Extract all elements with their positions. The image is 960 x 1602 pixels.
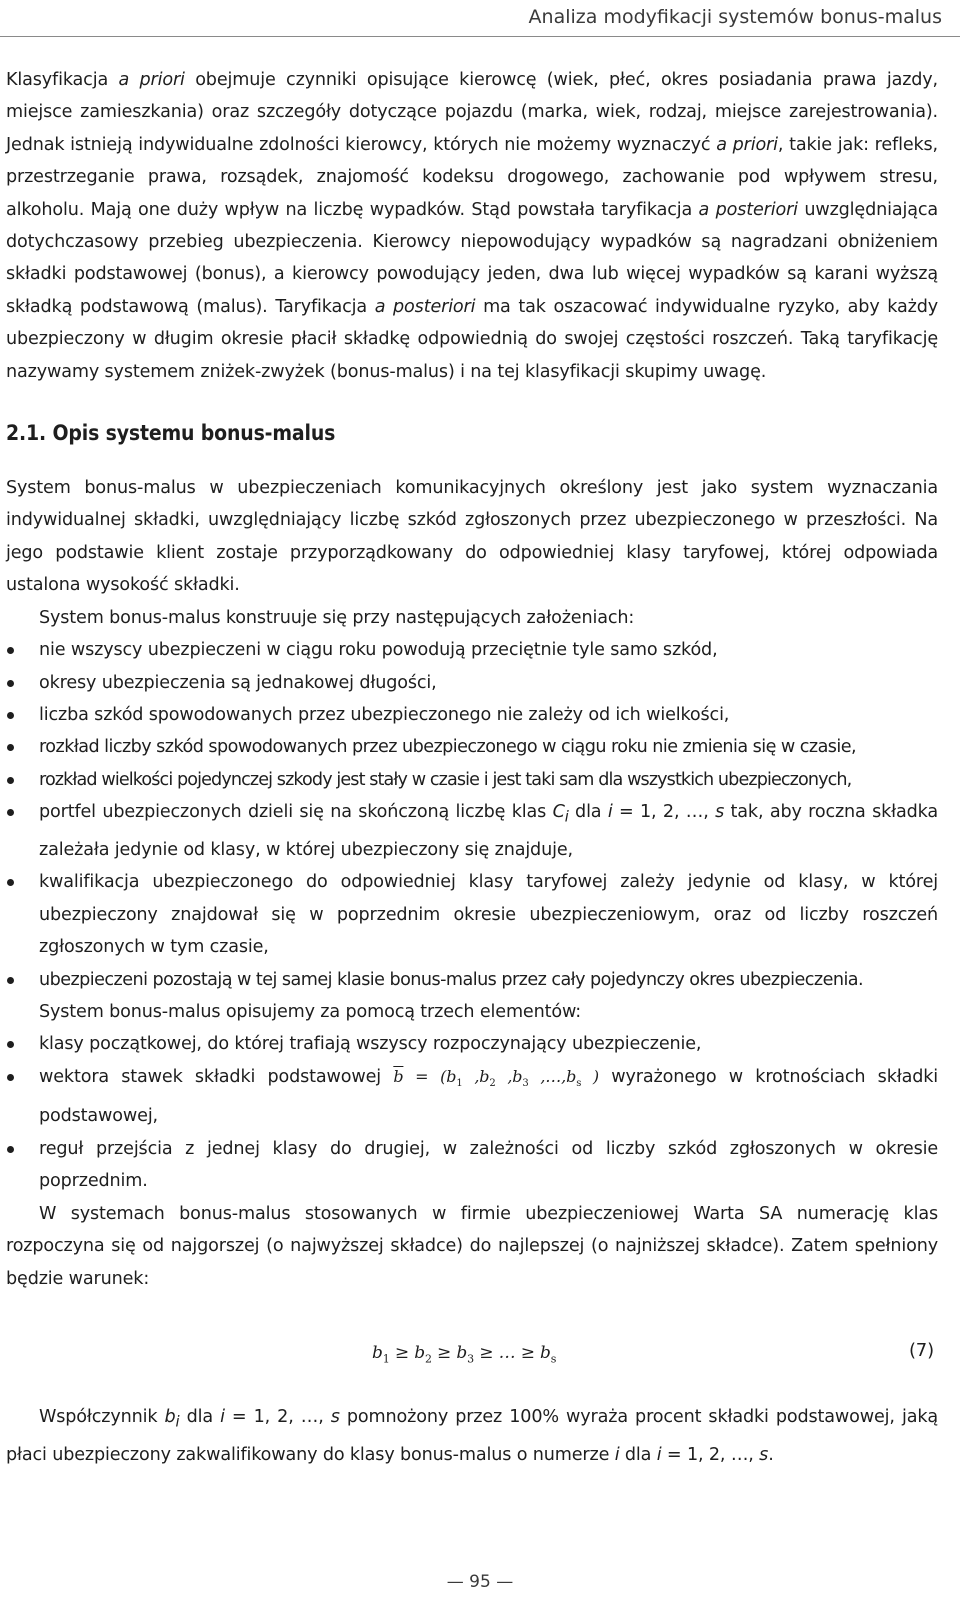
math-symbol: i	[607, 802, 613, 823]
math-symbol: i	[656, 1444, 662, 1465]
equation-number: (7)	[908, 1339, 934, 1361]
rate-vector-formula: $\overline{b} = (b_1$ $,b_2$ $,b_3$ $,\dots,b_s$ )	[393, 1066, 600, 1090]
math-subscript: i	[175, 1413, 180, 1431]
list-item-text: klasy początkowej, do której trafiają wszyscy rozpoczynający ubezpieczenie,	[39, 1034, 702, 1055]
bullet-icon	[7, 809, 14, 816]
math-symbol: b	[164, 1406, 176, 1427]
text-run: pomnożony przez 100% wyraża procent składki podstawowej, jaką płaci ubezpieczony zakwalifikowany do klasy bonus-malus o numerze	[6, 1406, 938, 1465]
bullet-icon	[7, 680, 14, 687]
text-run: = 1, 2, …,	[612, 802, 716, 823]
text-run: dla	[568, 802, 608, 823]
math-symbol: i	[614, 1444, 620, 1465]
bullet-icon	[7, 647, 14, 654]
bullet-icon	[7, 1146, 14, 1153]
text-run: dla	[179, 1406, 221, 1427]
bullet-icon	[7, 1041, 14, 1048]
list-item-text: liczba szkód spowodowanych przez ubezpieczonego nie zależy od ich wielkości,	[39, 704, 730, 725]
text-run: = 1, 2, …,	[224, 1406, 331, 1427]
italic-term: a posteriori	[698, 199, 798, 220]
text-run: wektora stawek składki podstawowej	[39, 1066, 394, 1087]
math-symbol: s	[715, 802, 725, 823]
math-symbol: s	[330, 1406, 340, 1427]
text-run: portfel ubezpieczonych dzieli się na skończoną liczbę klas	[39, 802, 553, 823]
math-symbol: i	[220, 1406, 225, 1427]
warta-paragraph: W systemach bonus-malus stosowanych w firmie ubezpieczeniowej Warta SA numerację klas rozpoczyna się od najgorszej (o najwyższej składce) do najlepszej (o najniższej składce). Zatem spełniony będzie warunek:	[6, 1203, 938, 1289]
math-symbol: s	[759, 1444, 769, 1465]
list-item-text: rozkład wielkości pojedynczej szkody jest stały w czasie i jest taki sam dla wszystkich ubezpieczonych,	[39, 769, 852, 790]
list-item	[6, 634, 938, 666]
text-run: obejmuje czynniki opisujące kierowcę (wiek, płeć, okres posiadania prawa jazdy, miejsce zamieszkania) oraz szczegóły dotyczące pojazdu (marka, wiek, rodzaj, miejsce zarejestrowania). Jednak istnieją indywidualne zdolności kierowcy, których nie możemy wyznaczyć	[6, 70, 939, 155]
list-item-text: rozkład liczby szkód spowodowanych przez ubezpieczonego w ciągu roku nie zmienia się w czasie,	[39, 737, 857, 758]
text-run: tak, aby roczna składka zależała jedynie od klasy, w której ubezpieczony się znajduje,	[39, 802, 939, 861]
italic-term: a priori	[716, 134, 778, 155]
text-run: , takie jak: refleks, przestrzeganie prawa, rozsądek, znajomość kodeksu drogowego, zachowanie pod wpływem stresu, alkoholu. Mają one duży wpływ na liczbę wypadków. Stąd powstała taryfikacja	[6, 134, 938, 220]
text-run: Współczynnik	[39, 1406, 165, 1427]
coefficient-paragraph	[6, 1401, 938, 1471]
list-item	[6, 699, 938, 731]
equation-block	[6, 1321, 938, 1383]
bullet-icon	[7, 744, 14, 751]
list-item-text: ubezpieczeni pozostają w tej samej klasie bonus-malus przez cały pojedynczy okres ubezpieczenia.	[39, 969, 864, 990]
italic-term: a priori	[118, 70, 185, 90]
text-run: dla	[619, 1444, 657, 1465]
text-run: Klasyfikacja	[6, 70, 119, 90]
page-number: — 95 —	[446, 1572, 514, 1592]
list-item-text: nie wszyscy ubezpieczeni w ciągu roku powodują przeciętnie tyle samo szkód,	[39, 640, 718, 661]
assumptions-list	[6, 634, 938, 996]
assumptions-intro: System bonus-malus konstruuje się przy następujących założeniach:	[39, 607, 635, 628]
list-item	[6, 866, 938, 963]
list-item	[6, 667, 938, 699]
definition-paragraph: System bonus-malus w ubezpieczeniach komunikacyjnych określony jest jako system wyznaczania indywidualnej składki, uwzględniający liczbę szkód zgłoszonych przez ubezpieczonego w przeszłości. Na jego podstawie klient zostaje przyporządkowany do odpowiedniej klasy taryfowej, której odpowiada ustalona wysokość składki.	[6, 478, 938, 596]
running-header	[0, 0, 960, 37]
text-run: = 1, 2, …,	[661, 1444, 760, 1465]
bullet-icon	[7, 879, 14, 886]
text-run: .	[768, 1444, 774, 1465]
text-run: uwzględniająca dotychczasowy przebieg ubezpieczenia. Kierowcy niepowodujący wypadków są nagradzani obniżeniem składki podstawowej (bonus), a kierowcy powodujący jeden, dwa lub więcej wypadków są karani wyższą składką podstawową (malus). Taryfikacja	[6, 199, 938, 317]
list-item	[6, 1028, 938, 1060]
italic-term: a posteriori	[374, 296, 476, 317]
math-subscript: i	[564, 808, 569, 826]
list-item	[6, 1061, 938, 1133]
list-item-text: reguł przejścia z jednej klasy do drugiej, w zależności od liczby szkód zgłoszonych w okresie poprzednim.	[39, 1138, 938, 1192]
text-run: wyrażonego w krotnościach składki podstawowej,	[39, 1066, 939, 1127]
list-item	[6, 796, 938, 866]
intro-paragraph	[6, 64, 938, 388]
elements-list	[6, 1028, 938, 1197]
list-item-text: okresy ubezpieczenia są jednakowej długości,	[39, 672, 437, 693]
elements-intro: System bonus-malus opisujemy za pomocą trzech elementów:	[39, 1002, 582, 1023]
section-heading: 2.1. Opis systemu bonus-malus	[6, 421, 336, 446]
bullet-icon	[7, 977, 14, 984]
list-item	[6, 731, 938, 763]
text-run: ma tak oszacować indywidualne ryzyko, aby każdy ubezpieczony w długim okresie płacił składkę odpowiednią do swojej częstości roszczeń. Taką taryfikację nazywamy systemem zniżek-zwyżek (bonus-malus) i na tej klasyfikacji skupimy uwagę.	[6, 296, 938, 382]
bullet-icon	[7, 1074, 14, 1081]
list-item	[6, 1133, 938, 1198]
bullet-icon	[7, 712, 14, 719]
math-symbol: C	[552, 802, 565, 823]
list-item	[6, 764, 938, 796]
list-item-text: kwalifikacja ubezpieczonego do odpowiedniej klasy taryfowej zależy jedynie od klasy, w której ubezpieczony znajdował się w poprzednim okresie ubezpieczeniowym, oraz od liczby roszczeń zgłoszonych w tym czasie,	[39, 872, 938, 958]
list-item	[6, 964, 938, 996]
running-header-title: Analiza modyfikacji systemów bonus-malus	[528, 6, 942, 28]
page-content	[6, 64, 938, 1471]
bullet-icon	[7, 777, 14, 784]
ordering-equation: $b_1 \ge b_2 \ge b_3$ ≥ … ≥ $b_s$	[372, 1342, 557, 1366]
